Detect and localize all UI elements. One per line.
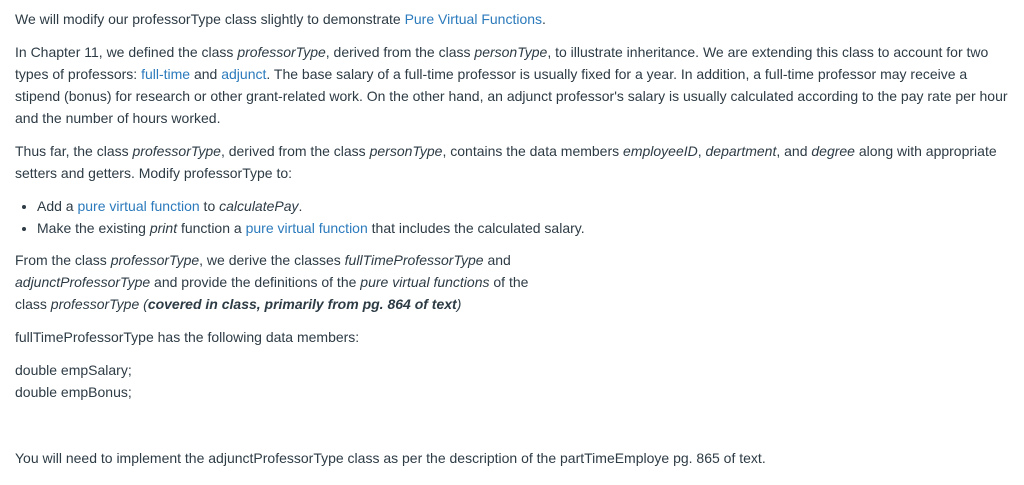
pure-virtual-functions-highlight: Pure Virtual Functions (404, 11, 543, 27)
employeeid-emphasis: employeeID (623, 143, 698, 159)
text: , derived from the class (220, 143, 370, 159)
fulltimeprofessortype-emphasis: fullTimeProfessorType (344, 252, 484, 268)
text: and (190, 66, 222, 82)
print-emphasis: print (149, 220, 178, 236)
calculatepay-emphasis: calculatePay (219, 198, 299, 214)
text: Add a (37, 198, 78, 214)
pure-virtual-function-highlight: pure virtual function (245, 220, 368, 236)
text: ) (456, 296, 462, 312)
data-member-declarations (15, 359, 1015, 403)
intro-text: We will modify our professorType class slightly to demonstrate (15, 11, 405, 27)
code-line-emp-salary: double empSalary; (15, 362, 132, 378)
text: function a (177, 220, 246, 236)
adjunct-implementation-paragraph: You will need to implement the adjunctProfessorType class as per the description of the partTimeEmploye pg. 865 of text. (15, 450, 766, 466)
list-item (37, 195, 1015, 217)
adjunctprofessortype-emphasis: adjunctProfessorType (15, 274, 151, 290)
department-emphasis: department (705, 143, 777, 159)
professortype-emphasis: professorType (237, 44, 326, 60)
persontype-emphasis: personType (369, 143, 443, 159)
data-members-paragraph (15, 140, 1015, 184)
assignment-content (15, 8, 1015, 480)
text: to (199, 198, 220, 214)
text: In Chapter 11, we defined the class (15, 44, 238, 60)
text: , contains the data members (442, 143, 624, 159)
text: . (298, 198, 303, 214)
text: , we derive the classes (199, 252, 345, 268)
text: and (483, 252, 511, 268)
modification-list (15, 195, 1015, 239)
chapter-11-paragraph (15, 41, 1015, 129)
fulltime-members-paragraph: fullTimeProfessorType has the following data members: (15, 329, 360, 345)
intro-paragraph (15, 8, 1015, 30)
spacer (15, 414, 1015, 447)
adjunct-highlight: adjunct (221, 66, 267, 82)
intro-text-end: . (542, 11, 546, 27)
text: that includes the calculated salary. (367, 220, 585, 236)
professortype-emphasis: professorType (132, 143, 221, 159)
text: From the class (15, 252, 111, 268)
degree-emphasis: degree (811, 143, 855, 159)
derived-classes-paragraph (15, 249, 555, 315)
full-time-highlight: full-time (141, 66, 191, 82)
text: along with appropriate setters and getters. Modify professorType to: (15, 143, 997, 181)
pure-virtual-functions-emphasis: pure virtual functions (360, 274, 490, 290)
professortype-emphasis: professorType (50, 296, 140, 312)
text: ( (139, 296, 148, 312)
text: . The base salary of a full-time professor is usually fixed for a year. In addition, a full-time professor may receive a stipend (bonus) for research or other grant-related work. On the other hand, an adjunct professor's salary is usually calculated according to the pay rate per hour and the number of hours worked. (15, 66, 1008, 126)
text: Make the existing (37, 220, 150, 236)
text: of the class (15, 274, 529, 312)
code-line-emp-bonus: double empBonus; (15, 384, 132, 400)
text: , and (776, 143, 812, 159)
text: , (697, 143, 706, 159)
list-item (37, 217, 1015, 239)
textbook-reference: covered in class, primarily from pg. 864 of text (147, 296, 457, 312)
text: , to illustrate inheritance. We are extending this class to account for two types of professors: (15, 44, 989, 82)
text: Thus far, the class (15, 143, 133, 159)
persontype-emphasis: personType (474, 44, 548, 60)
text: , derived from the class (325, 44, 475, 60)
pure-virtual-function-highlight: pure virtual function (77, 198, 200, 214)
text: and provide the definitions of the (150, 274, 361, 290)
professortype-emphasis: professorType (110, 252, 200, 268)
